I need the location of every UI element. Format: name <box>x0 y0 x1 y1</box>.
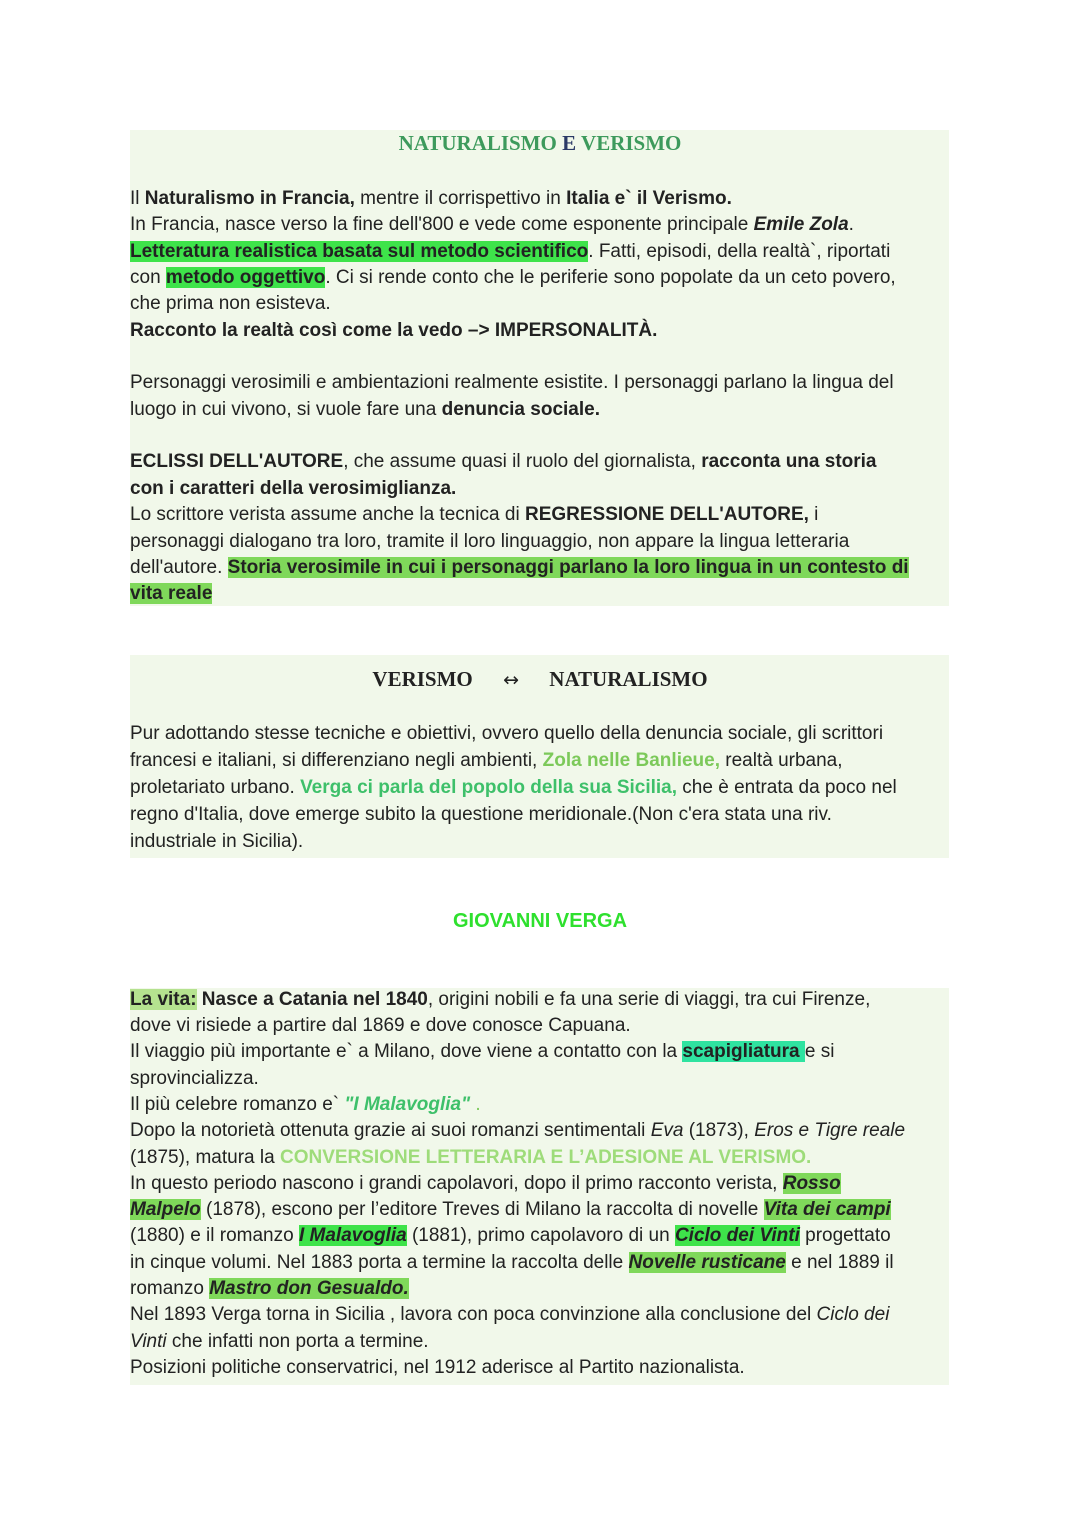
paragraph-line: Il Naturalismo in Francia, mentre il corrispettivo in Italia e` il Verismo. <box>130 188 732 209</box>
paragraph-line <box>130 581 212 607</box>
highlight: Storia verosimile in cui i personaggi parlano la loro lingua in un contesto di <box>227 557 909 578</box>
paragraph-line: Lo scrittore verista assume anche la tecnica di REGRESSIONE DELL'AUTORE, i <box>130 504 819 525</box>
paragraph-line: La vita: Nasce a Catania nel 1840, origini nobili e fa una serie di viaggi, tra cui Firenze, <box>130 989 871 1010</box>
paragraph-line: Malpelo (1878), escono per l’editore Treves di Milano la raccolta di novelle Vita dei campi <box>130 1199 891 1220</box>
paragraph-line: sprovincializza. <box>130 1068 259 1089</box>
comparison-heading: VERISMO ↔ NATURALISMO <box>0 665 1080 694</box>
highlight: metodo oggettivo <box>165 267 326 288</box>
paragraph-line: industriale in Sicilia). <box>130 831 304 852</box>
paragraph-line: francesi e italiani, si differenziano negli ambienti, Zola nelle Banlieue, realtà urbana, <box>130 750 843 771</box>
highlight: Novelle rusticane <box>628 1252 786 1273</box>
paragraph-line: Letteratura realistica basata sul metodo scientifico. Fatti, episodi, della realtà`, riportati <box>130 241 891 262</box>
paragraph-line: personaggi dialogano tra loro, tramite il loro linguaggio, non appare la lingua letteraria <box>130 531 850 552</box>
highlight: Vita dei campi <box>763 1199 891 1220</box>
paragraph-line: Pur adottando stesse tecniche e obiettivi, ovvero quello della denuncia sociale, gli scrittori <box>130 723 884 744</box>
paragraph-line: dove vi risiede a partire dal 1869 e dove conosce Capuana. <box>130 1015 631 1036</box>
paragraph-line: in cinque volumi. Nel 1883 porta a termine la raccolta delle Novelle rusticane e nel 1889 il <box>130 1252 894 1273</box>
highlight: I Malavoglia <box>298 1225 407 1246</box>
highlight: vita reale <box>130 583 213 604</box>
paragraph-line: ECLISSI DELL'AUTORE, che assume quasi il ruolo del giornalista, racconta una storia <box>130 451 877 472</box>
paragraph-line: dell'autore. Storia verosimile in cui i personaggi parlano la loro lingua in un contesto di <box>130 557 909 578</box>
highlight: Ciclo dei Vinti <box>674 1225 800 1246</box>
paragraph-line: In Francia, nasce verso la fine dell'800 e vede come esponente principale Emile Zola. <box>130 214 854 235</box>
paragraph-line: romanzo Mastro don Gesualdo. <box>130 1278 409 1299</box>
paragraph-line: Personaggi verosimili e ambientazioni realmente esistite. I personaggi parlano la lingua del <box>130 372 894 393</box>
highlight: Mastro don Gesualdo. <box>209 1278 409 1299</box>
paragraph-line: Vinti che infatti non porta a termine. <box>130 1331 429 1352</box>
highlight: Rosso <box>782 1173 841 1194</box>
paragraph-line: luogo in cui vivono, si vuole fare una denuncia sociale. <box>130 399 600 420</box>
highlight: La vita: <box>130 989 197 1010</box>
paragraph-line: In questo periodo nascono i grandi capolavori, dopo il primo racconto verista, Rosso <box>130 1173 841 1194</box>
paragraph-line: regno d'Italia, dove emerge subito la questione meridionale.(Non c'era stata una riv. <box>130 804 832 825</box>
paragraph-line: Il più celebre romanzo e` "I Malavoglia" . <box>130 1094 481 1115</box>
paragraph-line: (1880) e il romanzo I Malavoglia (1881), primo capolavoro di un Ciclo dei Vinti progettato <box>130 1225 891 1246</box>
highlight: scapigliatura <box>682 1041 805 1062</box>
section-title-giovanni-verga: GIOVANNI VERGA <box>452 910 628 932</box>
paragraph-line: Dopo la notorietà ottenuta grazie ai suoi romanzi sentimentali Eva (1873), Eros e Tigre reale <box>130 1120 906 1141</box>
paragraph-line: con metodo oggettivo. Ci si rende conto che le periferie sono popolate da un ceto povero, <box>130 267 896 288</box>
paragraph-line: Nel 1893 Verga torna in Sicilia , lavora con poca convinzione alla conclusione del Ciclo dei <box>130 1304 890 1325</box>
paragraph-line: Racconto la realtà così come la vedo –> IMPERSONALITÀ. <box>130 320 658 341</box>
highlight: Malpelo <box>130 1199 201 1220</box>
paragraph-line: Il viaggio più importante e` a Milano, dove viene a contatto con la scapigliatura e si <box>130 1041 835 1062</box>
paragraph-line: con i caratteri della verosimiglianza. <box>130 478 457 499</box>
page-title: NATURALISMO E VERISMO <box>398 131 682 155</box>
paragraph-line: che prima non esisteva. <box>130 293 331 314</box>
paragraph-line: proletariato urbano. Verga ci parla del popolo della sua Sicilia, che è entrata da poco nel <box>130 777 897 798</box>
paragraph-line: Posizioni politiche conservatrici, nel 1912 aderisce al Partito nazionalista. <box>130 1357 745 1378</box>
double-arrow-icon: ↔ <box>503 669 519 691</box>
paragraph-line: (1875), matura la CONVERSIONE LETTERARIA E L’ADESIONE AL VERISMO. <box>130 1147 812 1168</box>
highlight: Letteratura realistica basata sul metodo scientifico <box>130 241 589 262</box>
